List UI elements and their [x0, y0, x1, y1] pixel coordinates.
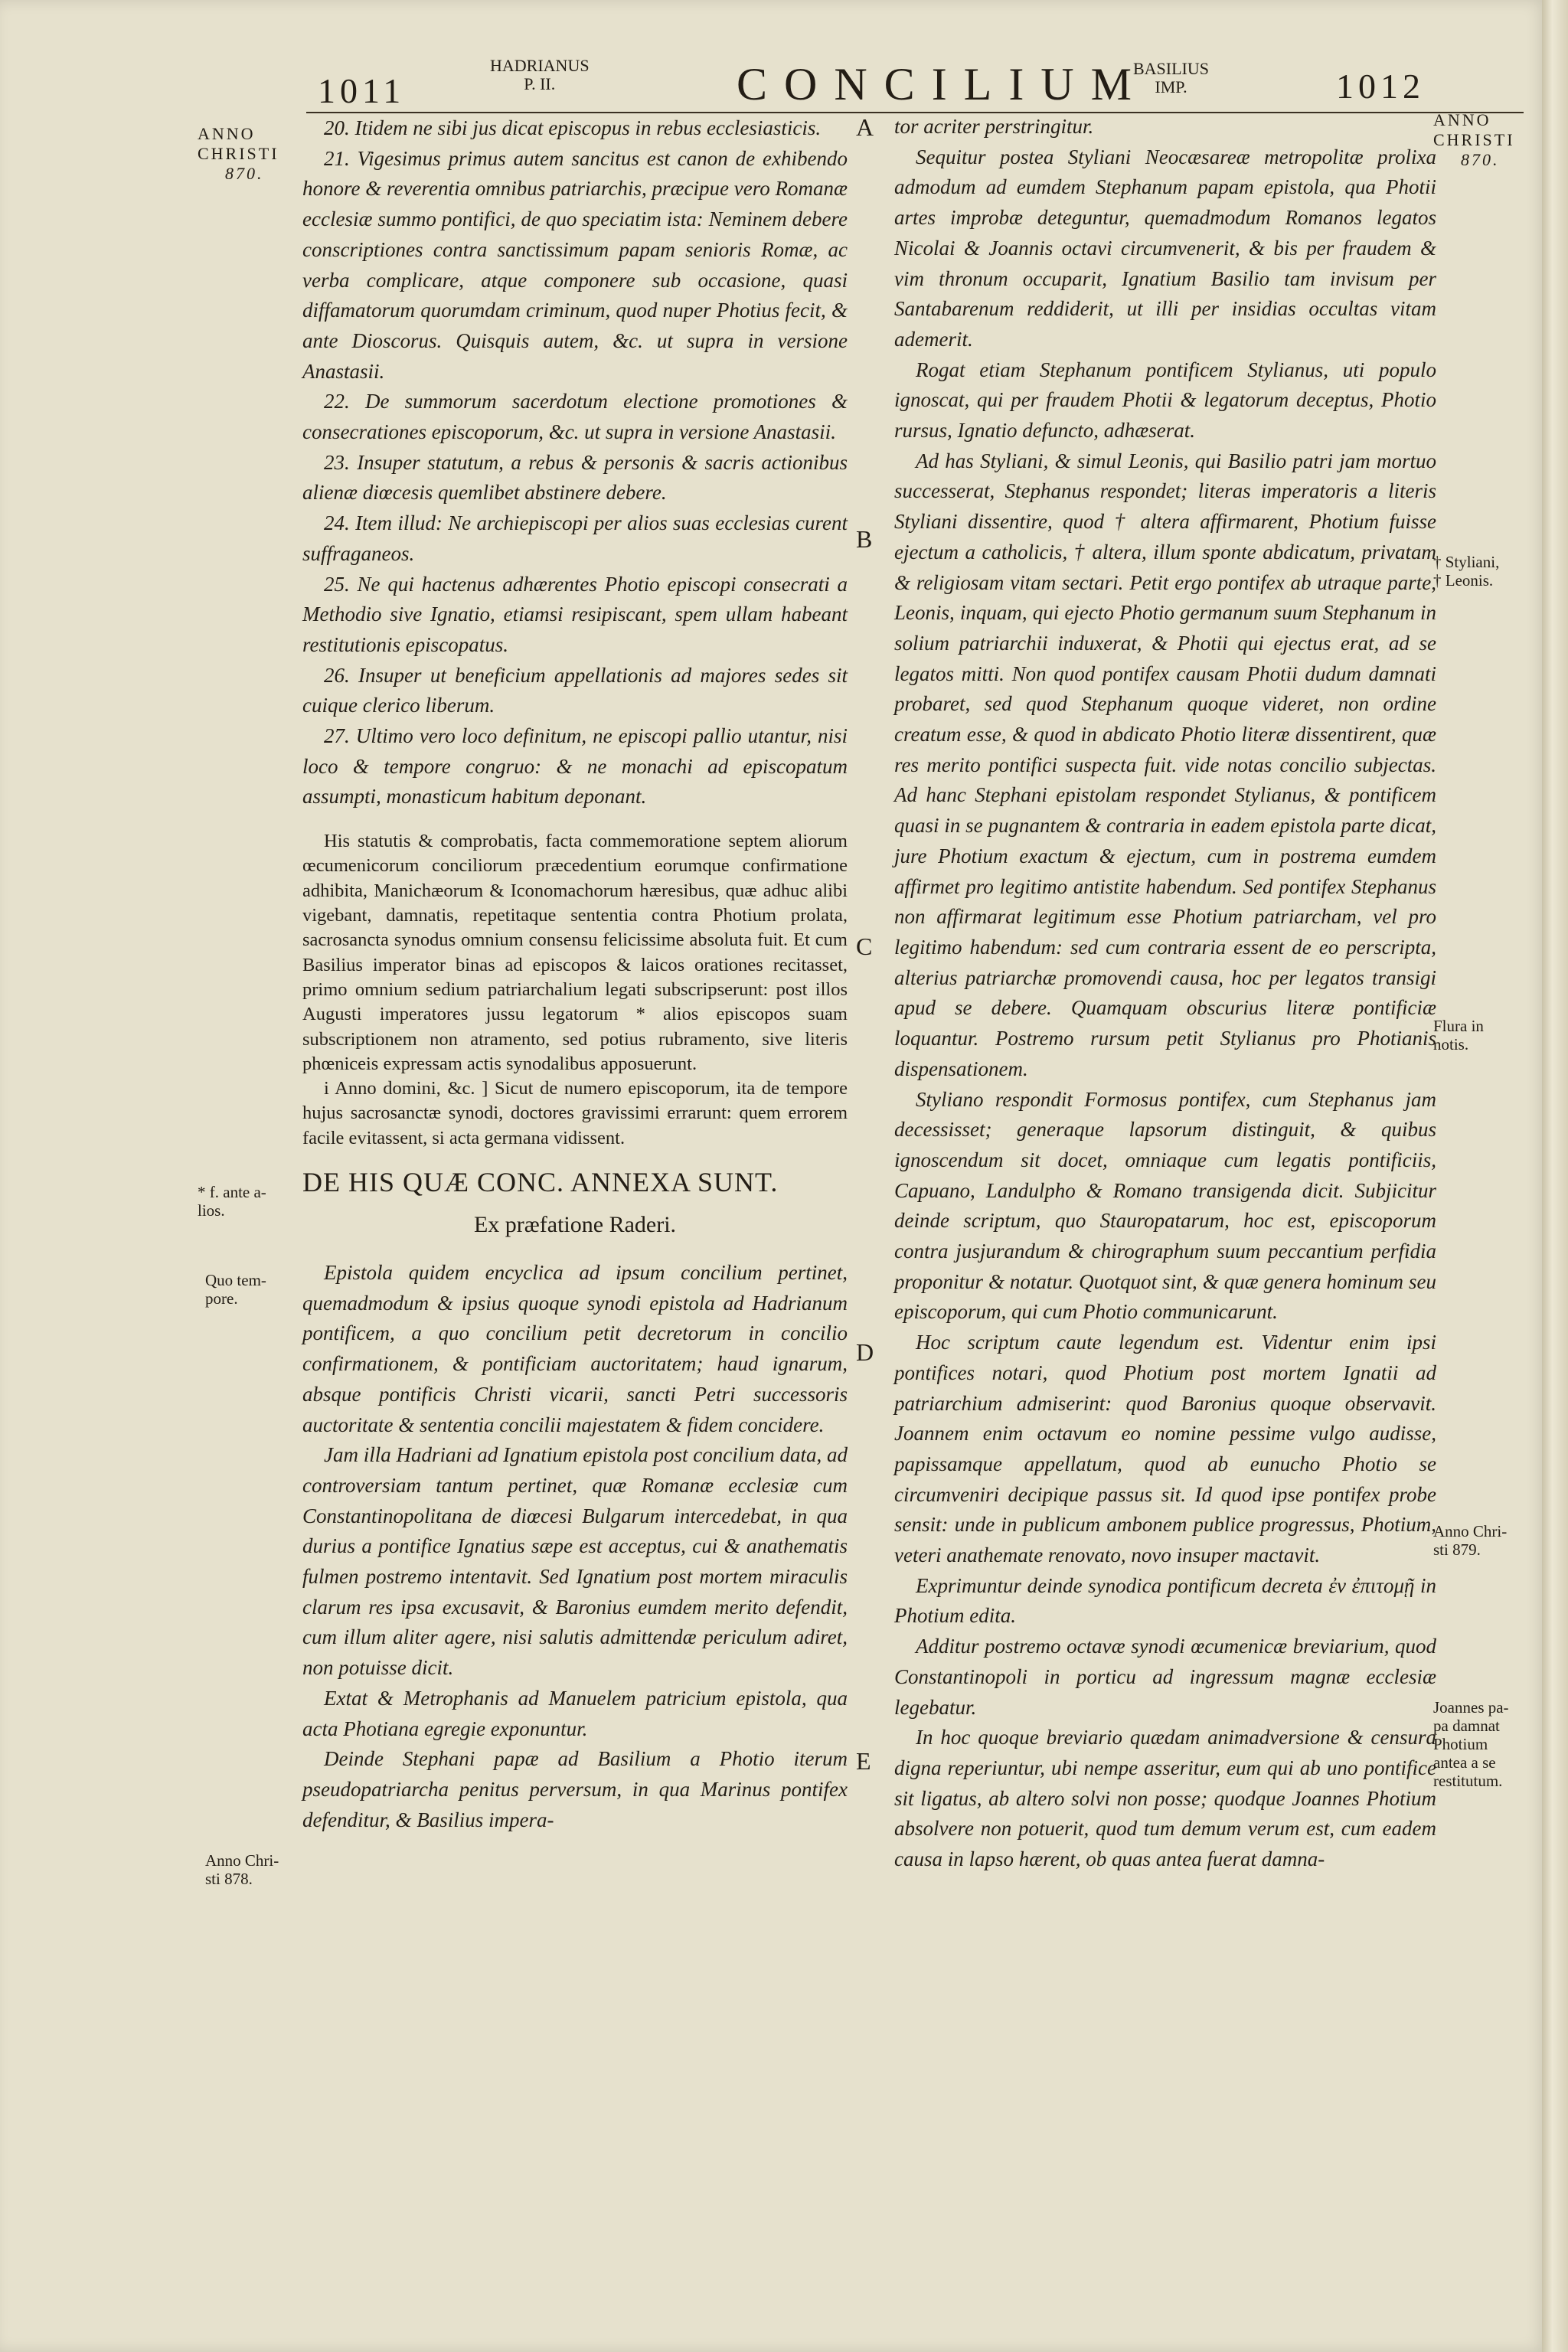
margin-anno-right	[1433, 110, 1515, 170]
canon-21: 21. Vigesimus primus autem sancitus est canon de exhibendo honore & reverentia omnibus patriarchis, præcipue vero Romanæ ecclesiæ summo pontifici, de quo speciatim ista: Neminem debere conscriptiones contra sanctissimum papam senioris Romæ, ac verba complicare, atque componere sub occasione, quasi diffamatorum quorumdam criminum, quod nuper Photius fecit, & ante Dioscorus. Quisquis autem, &c. ut supra in versione Anastasii.	[302, 146, 848, 383]
canon-26: 26. Insuper ut beneficium appellationis ad majores sedes sit cuique clerico liberum.	[302, 663, 848, 717]
section-letter-b: B	[856, 525, 873, 553]
margin-anno-left	[198, 124, 279, 184]
body-paragraph: Rogat etiam Stephanum pontificem Stylianus, uti populo ignoscat, qui per fraudem Photii & legatorum deceptus, Photio rursus, Ignatio defuncto, adhæserat.	[894, 358, 1436, 443]
margin-note-line: * f. ante a-	[198, 1183, 266, 1201]
margin-anno-left-line: ANNO	[198, 124, 256, 143]
running-head-right-line1: BASILIUS	[1133, 59, 1210, 78]
running-head-right-line2: IMP.	[1155, 77, 1187, 96]
canon-22: 22. De summorum sacerdotum electione promotiones & consecrationes episcoporum, &c. ut supra in versione Anastasii.	[302, 390, 848, 444]
canon-27: 27. Ultimo vero loco definitum, ne episcopi pallio utantur, nisi loco & tempore congruo: & ne monachi ad episcopatum assumpti, monasticum habitum deponant.	[302, 724, 848, 808]
section-subheading: Ex præfatione Raderi.	[473, 1212, 677, 1238]
next-page-edge	[1542, 0, 1568, 2352]
body-paragraph: tor acriter perstringitur.	[894, 115, 1094, 138]
body-paragraph: Epistola quidem encyclica ad ipsum concilium pertinet, quemadmodum & ipsius quoque synodi epistola ad Hadrianum pontificem, a quo concilium petit decretorum in concilio confirmationem, & pontificiam auctoritatem; haud ignarum, absque pontificis Christi vicarii, sancti Petri successoris auctoritate & sententia concilii majestatem & fidem concidere.	[302, 1261, 848, 1436]
margin-note-line: Anno Chri-	[205, 1851, 279, 1870]
margin-note-anno-879	[1433, 1522, 1507, 1559]
margin-note-line: pa damnat	[1433, 1717, 1500, 1735]
running-head-left-line1: HADRIANUS	[490, 56, 590, 75]
margin-note-line: notis.	[1433, 1035, 1469, 1054]
body-paragraph: In hoc quoque breviario quædam animadversione & censura digna reperiuntur, ubi nempe asseritur, eum qui ab uno pontifice sit ligatus, ab altero solvi non posse; quodque Joannes Photium absolvere non potuerit, quod tum demum verum est, cum eadem causa in lapso hærent, ob quas antea fuerat damna-	[894, 1726, 1436, 1871]
body-paragraph: Ad has Styliani, & simul Leonis, qui Basilio patri jam mortuo successerat, Stephanus respondet; literas imperatoris a literis Styliani dissentire, quod † altera affirmarent, Photium fuisse ejectum a catholicis, † altera, illum sponte abdicatum, privatam & religiosam vitam sectari. Petit ergo pontifex ab utraque parte, Leonis, inquam, qui ejecto Photio germanum suum Stephanum in solium patriarchii induxerat, & Photii qui ejectus erat, ad se legatos mitti. Non quod pontifex causam Photii dudum damnati probaret, sed quod Stephanum quoque videret, non ordine creatum esse, & quod in abdicato Photio literæ dissentirent, quæ res merito pontifici suspecta fuit. vide notas concilio subjectas. Ad hanc Stephani epistolam respondet Stylianus, & pontificem quasi in se pugnantem & contraria in eadem epistola parte dicat, jure Photium exactum & ejectum, cum in postrema eumdem affirmet pro legitimo antistite habendum. Sed pontifex Stephanus non affirmarat legitimum esse Photium patriarcham, vel pro legitimo habendum: sed cum contraria essent de eo perscripta, alterius patriarchæ promovendi causa, hoc per legatos transigi apud se debere. Quamquam obscurius literæ pontificiæ loquantur. Postremo rursum petit Stylianus pro Photianis dispensationem.	[894, 449, 1436, 1080]
margin-note-flura	[1433, 1017, 1484, 1054]
left-column	[302, 113, 848, 1835]
body-paragraph: Hoc scriptum caute legendum est. Videntur enim ipsi pontifices notari, quod Photium post mortem Ignatii ad patriarchium admiserint: quod Baronius quoque observavit. Joannem enim octavum eo nomine pessime vulgo audisse, papissamque appellatum, quod ab eunucho Photio se circumveniri decipique passus sit. Id quod ipse pontifex probe sensit: unde in publicum ambonem publice progressus, Photium, veteri anathemate renovato, novo insuper mactavit.	[894, 1331, 1436, 1567]
margin-note-line: sti 879.	[1433, 1540, 1481, 1559]
margin-note-line: † Leonis.	[1433, 571, 1494, 590]
canon-20: 20. Itidem ne sibi jus dicat episcopus in rebus ecclesiasticis.	[324, 116, 822, 139]
margin-anno-left-line: 870.	[225, 164, 264, 183]
margin-note-line: antea a se	[1433, 1753, 1496, 1772]
right-column	[894, 112, 1436, 1875]
note-paragraph-2: i Anno domini, &c. ] Sicut de numero episcoporum, ita de tempore hujus sacrosanctæ synodi, doctores gravissimi errarunt: quem errorem facile evitassent, si acta germana vidissent.	[302, 1078, 848, 1148]
running-head-left-line2: P. II.	[524, 74, 556, 93]
margin-note-line: restitutum.	[1433, 1772, 1503, 1790]
spacer	[302, 812, 848, 829]
running-head-right	[1133, 60, 1209, 96]
section-letter-e: E	[856, 1747, 871, 1775]
note-paragraph: His statutis & comprobatis, facta commemoratione septem aliorum œcumenicorum conciliorum præcedentium eorumque confirmatione adhibita, Manichæorum & Iconomachorum hæresibus, quæ adhuc alibi vigebant, damnatis, repetitaque sententia contra Photium prolata, sacrosancta synodus omnium consensu felicissime absoluta fuit. Et cum Basilius imperator binas ad episcopos & laicos orationes recitasset, primo omnium sedium patriarchalium legati subscripserunt: post illos Augusti imperatores jussu legatorum * alios episcopos suam subscriptionem non atramento, sed potius rubramento, sive literis phœniceis expressam actis synodalibus apposuerunt.	[302, 831, 848, 1074]
margin-note-line: Quo tem-	[205, 1271, 266, 1289]
margin-note-line: lios.	[198, 1201, 225, 1220]
body-paragraph: Additur postremo octavæ synodi œcumenicæ breviarium, quod Constantinopoli in porticu ad ingressum magnæ ecclesiæ legebatur.	[894, 1635, 1436, 1719]
body-paragraph: Deinde Stephani papæ ad Basilium a Photio iterum pseudopatriarcha penitus perversum, in qua Marinus pontifex defenditur, & Basilius impera-	[302, 1747, 848, 1831]
section-letter-a: A	[856, 113, 874, 141]
margin-note-line: Joannes pa-	[1433, 1698, 1509, 1717]
body-paragraph: Jam illa Hadriani ad Ignatium epistola post concilium data, ad controversiam tantum pertinet, quæ Romanæ ecclesiæ cum Constantinopolitana de diœcesi Bulgarum intercedebat, in qua durius a pontifice Ignatius sæpe est acceptus, cui & anathematis fulmen postremo intentavit. Sed Ignatium post mortem miraculis clarum res ipsa excusavit, & Baronius eumdem merito defendit, cum illum aliter agere, nisi salutis admittendæ periculum adiret, non potuisse dicit.	[302, 1443, 848, 1680]
section-heading: DE HIS QUÆ CONC. ANNEXA SUNT.	[302, 1167, 779, 1198]
running-head-left	[490, 57, 590, 93]
margin-note-styliani	[1433, 553, 1499, 590]
margin-anno-right-line: CHRISTI	[1433, 130, 1515, 149]
margin-note-line: Photium	[1433, 1735, 1488, 1753]
margin-anno-right-line: ANNO	[1433, 110, 1491, 129]
section-letter-c: C	[856, 933, 873, 960]
margin-note-quo	[205, 1271, 266, 1308]
margin-anno-right-line: 870.	[1461, 150, 1500, 169]
margin-anno-left-line: CHRISTI	[198, 144, 279, 163]
canon-25: 25. Ne qui hactenus adhærentes Photio episcopi consecrati a Methodio sive Ignatio, etiamsi resipiscant, spem ullam habeant restitutionis episcopatus.	[302, 572, 848, 656]
section-letter-d: D	[856, 1338, 874, 1366]
margin-note-line: Flura in	[1433, 1017, 1484, 1035]
margin-note-f	[198, 1183, 266, 1220]
margin-note-line: † Styliani,	[1433, 553, 1500, 571]
margin-note-line: Anno Chri-	[1433, 1522, 1508, 1540]
body-paragraph: Extat & Metrophanis ad Manuelem patricium epistola, qua acta Photiana egregie exponuntur.	[302, 1686, 848, 1740]
body-paragraph: Sequitur postea Styliani Neocæsareæ metropolitæ prolixa admodum ad eumdem Stephanum papam epistola, qua Photii artes improbæ deteguntur, quemadmodum Romanos legatos Nicolai & Joannis octavi circumvenerit, & bis per fraudem & vim thronum occuparit, Ignatium Basilio tam invisum per Santabarenum reddiderit, ut illi per insidias occultas vitam ademerit.	[894, 145, 1436, 351]
margin-note-joannes	[1433, 1698, 1509, 1790]
canon-24: 24. Item illud: Ne archiepiscopi per alios suas ecclesias curent suffraganeos.	[302, 511, 848, 565]
page-number-right: 1012	[1336, 67, 1425, 106]
page-title: CONCILIUM	[737, 59, 1148, 109]
body-paragraph: Styliano respondit Formosus pontifex, cum Stephanus jam decessisset; generaque lapsorum distinguit, & quibus ignoscendum sit docet, omniaque cum legatis pontificiis, Capuano, Landulpho & Romano transigenda dicit. Subjicitur deinde scriptum, quo Stauropatarum, hoc est, episcoporum contra jusjurandum & chirographum suum peccantium perfidia proponitur & notatur. Quotquot sint, & quæ genera hominum seu episcoporum, qui cum Photio communicarunt.	[894, 1087, 1436, 1324]
margin-note-line: pore.	[205, 1289, 238, 1308]
margin-note-line: sti 878.	[205, 1870, 253, 1888]
body-paragraph: Exprimuntur deinde synodica pontificum decreta ἐν ἐπιτομῇ in Photium edita.	[894, 1573, 1436, 1628]
page-number-left: 1011	[318, 71, 406, 110]
canon-23: 23. Insuper statutum, a rebus & personis & sacris actionibus alienæ diœcesis quemlibet abstinere debere.	[302, 450, 848, 505]
margin-note-anno-878	[205, 1851, 279, 1888]
